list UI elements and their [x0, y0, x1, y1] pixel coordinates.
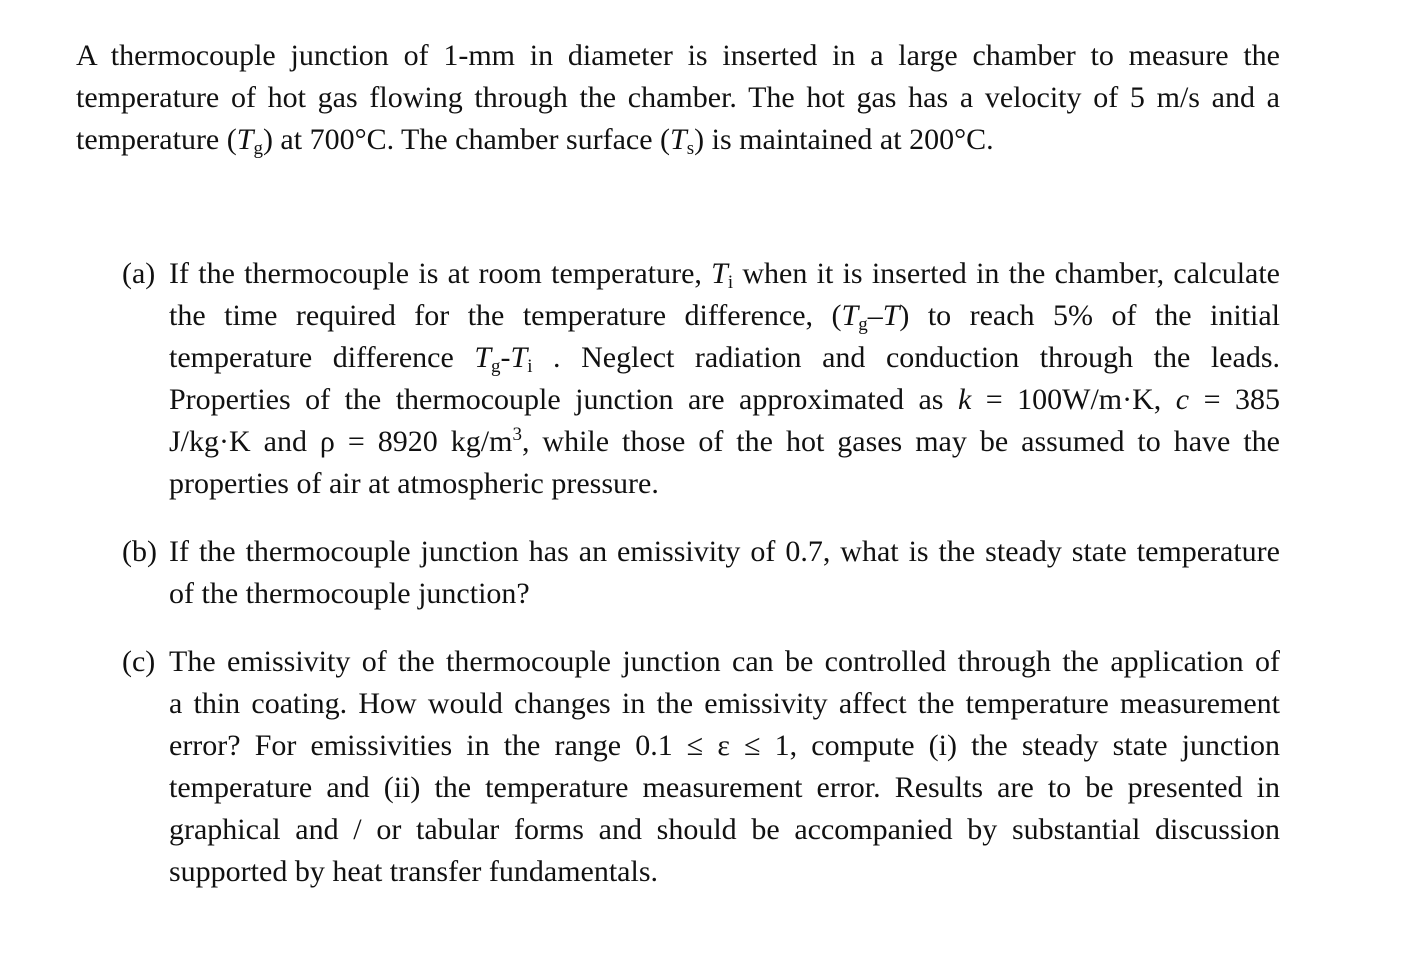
part-b-label: (b)	[122, 535, 157, 568]
part-b-line-2: of the thermocouple junction?	[169, 577, 530, 610]
intro-line-2: temperature of hot gas flowing through the chamber. The hot gas has a velocity of 5 m/s and a	[76, 81, 1280, 114]
part-c-line-3: error? For emissivities in the range 0.1 ≤ ε ≤ 1, compute (i) the steady state junction	[169, 729, 1280, 762]
question-list	[122, 253, 1280, 893]
intro-line-3: temperature $(T_g)$ at 700°C. The chamber surface $(T_s)$ is maintained at 200°C.	[76, 123, 994, 159]
part-c-label: (c)	[122, 645, 156, 678]
part-c-line-5: graphical and / or tabular forms and should be accompanied by substantial discussion	[169, 813, 1280, 846]
part-c-line-2: a thin coating. How would changes in the emissivity affect the temperature measurement	[169, 687, 1280, 720]
part-c-line-4: temperature and (ii) the temperature measurement error. Results are to be presented in	[169, 771, 1280, 804]
intro-line-1: A thermocouple junction of 1-mm in diameter is inserted in a large chamber to measure the	[76, 39, 1280, 72]
question-part-b	[122, 531, 1280, 615]
part-c-line-6: supported by heat transfer fundamentals.	[169, 855, 659, 888]
part-a-line-3: temperature difference $T_g-T_i$ . Neglect radiation and conduction through the leads.	[169, 341, 1280, 377]
question-part-c	[122, 641, 1280, 893]
question-part-a	[122, 253, 1280, 505]
part-a-line-1: If the thermocouple is at room temperature, $T_i$ when it is inserted in the chamber, calculate	[169, 257, 1280, 293]
problem-intro	[76, 35, 1280, 161]
part-a-line-6: properties of air at atmospheric pressure.	[169, 467, 659, 500]
part-b-line-1: If the thermocouple junction has an emissivity of 0.7, what is the steady state temperature	[169, 535, 1280, 568]
part-a-line-4: Properties of the thermocouple junction are approximated as k = 100W/m·K, c = 385	[169, 383, 1281, 416]
part-a-line-2: the time required for the temperature difference, $(T_g-T)$ to reach 5% of the initial	[169, 299, 1280, 335]
part-c-line-1: The emissivity of the thermocouple junction can be controlled through the application of	[169, 645, 1280, 678]
part-a-label: (a)	[122, 257, 156, 290]
part-a-line-5: J/kg·K and ρ = 8920 $kg/m^3$, while those of the hot gases may be assumed to have the	[169, 424, 1280, 458]
